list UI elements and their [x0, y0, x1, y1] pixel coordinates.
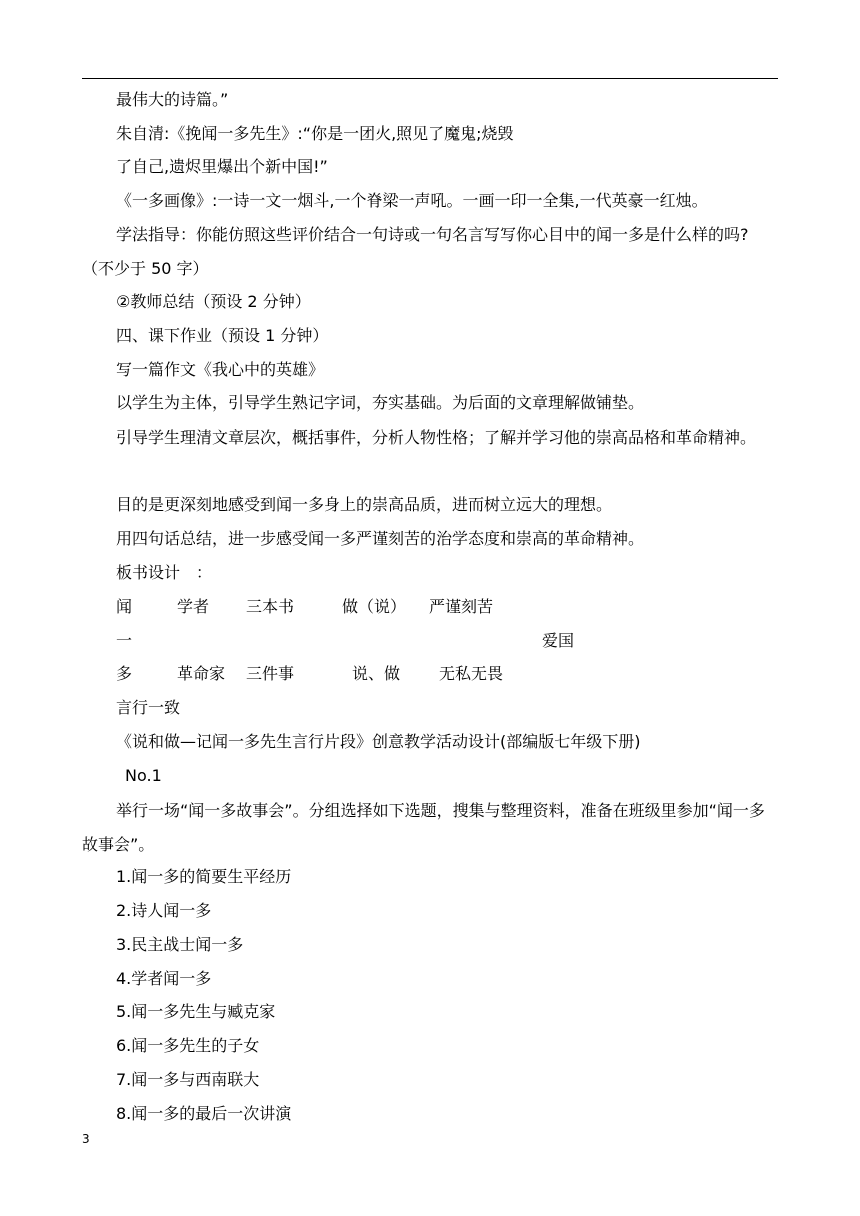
- section-title: 《说和做—记闻一多先生言行片段》创意教学活动设计(部编版七年级下册): [116, 732, 641, 751]
- text-line: 用四句话总结，进一步感受闻一多严谨刻苦的治学态度和崇高的革命精神。: [116, 529, 645, 548]
- board-title: 板书设计 ：: [116, 563, 213, 582]
- board-cell: 革命家: [177, 664, 226, 683]
- board-cell: 三件事: [246, 664, 295, 683]
- board-cell: 学者: [177, 597, 210, 616]
- board-cell: 爱国: [542, 631, 575, 650]
- text-line: 《一多画像》:一诗一文一烟斗,一个脊梁一声吼。一画一印一全集,一代英豪一红烛。: [116, 191, 708, 210]
- board-cell: 三本书: [246, 597, 295, 616]
- paragraph: 引导学生理清文章层次，概括事件，分析人物性格；了解并学习他的崇高品格和革命精神。: [116, 428, 757, 447]
- header-rule: [82, 78, 778, 79]
- text-line: 最伟大的诗篇。”: [116, 90, 229, 109]
- text-line: 朱自清:《挽闻一多先生》:“你是一团火,照见了魔鬼;烧毁: [116, 124, 514, 143]
- paragraph: 学法指导：你能仿照这些评价结合一句诗或一句名言写写你心目中的闻一多是什么样的吗?（不少于 50 字）: [82, 225, 749, 278]
- board-cell: 多: [116, 664, 133, 683]
- board-cell: 无私无畏: [439, 664, 504, 683]
- list-item: 1.闻一多的简要生平经历: [116, 867, 292, 886]
- text-line: 四、课下作业（预设 1 分钟）: [116, 326, 329, 345]
- list-item: 5.闻一多先生与臧克家: [116, 1002, 276, 1021]
- list-item: 7.闻一多与西南联大: [116, 1070, 260, 1089]
- list-item: 3.民主战士闻一多: [116, 935, 244, 954]
- board-cell: 说、做: [352, 664, 401, 683]
- text-line: 了自己,遗烬里爆出个新中国!”: [116, 157, 328, 176]
- board-cell: 严谨刻苦: [429, 597, 494, 616]
- board-cell: 一: [116, 631, 133, 650]
- list-item: 4.学者闻一多: [116, 969, 212, 988]
- text-line: 以学生为主体，引导学生熟记字词，夯实基础。为后面的文章理解做铺垫。: [116, 393, 645, 412]
- text-line: 写一篇作文《我心中的英雄》: [116, 360, 325, 379]
- section-number: No.1: [125, 766, 162, 785]
- text-line: 目的是更深刻地感受到闻一多身上的崇高品质，进而树立远大的理想。: [116, 495, 613, 514]
- page-number: 3: [82, 1132, 90, 1146]
- list-item: 2.诗人闻一多: [116, 901, 212, 920]
- text-line: ②教师总结（预设 2 分钟）: [116, 292, 311, 311]
- board-cell: 闻: [116, 597, 133, 616]
- paragraph: 举行一场“闻一多故事会”。分组选择如下选题，搜集与整理资料，准备在班级里参加“闻一多故事会”。: [82, 801, 765, 854]
- board-cell: 做（说）: [342, 597, 407, 616]
- list-item: 8.闻一多的最后一次讲演: [116, 1104, 292, 1123]
- text-line: 言行一致: [116, 698, 181, 717]
- list-item: 6.闻一多先生的子女: [116, 1036, 260, 1055]
